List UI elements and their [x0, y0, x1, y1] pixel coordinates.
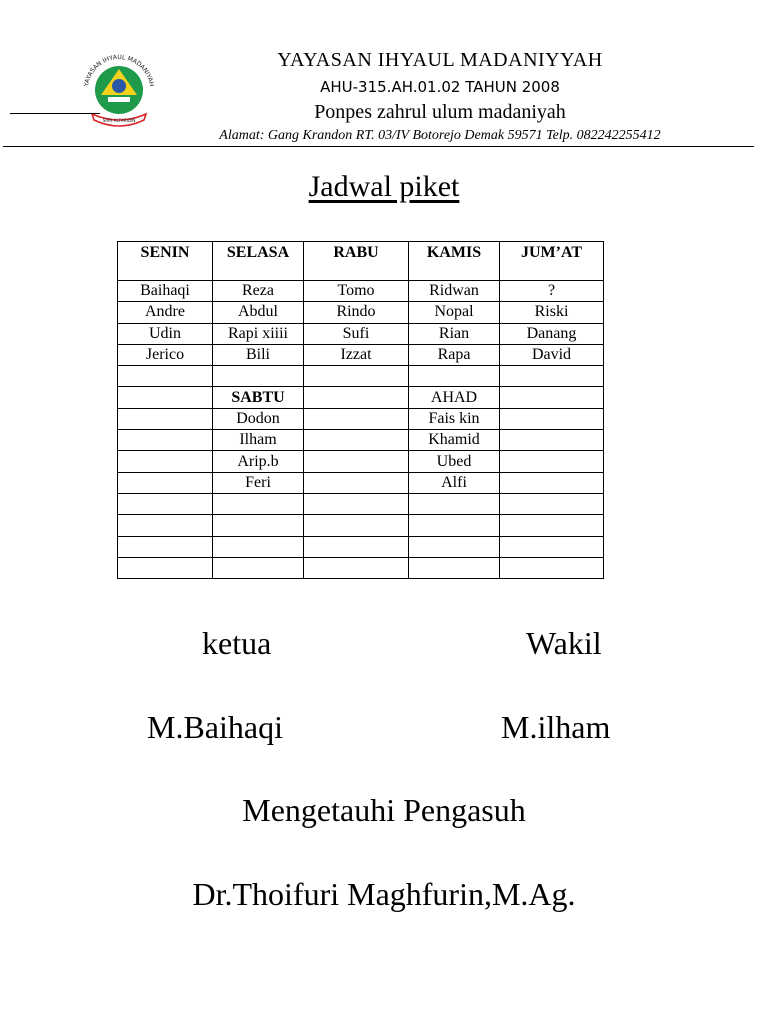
table-cell: Jerico: [118, 344, 213, 365]
table-cell: [304, 366, 409, 387]
table-cell: Sufi: [304, 323, 409, 344]
table-cell: [118, 451, 213, 472]
ketua-name: M.Baihaqi: [147, 709, 283, 745]
registration-number: AHU-315.AH.01.02 TAHUN 2008: [320, 78, 560, 96]
table-row: [118, 366, 604, 387]
table-cell: [304, 408, 409, 429]
table-cell: ?: [500, 281, 604, 302]
table-cell: [213, 493, 304, 514]
table-cell: Khamid: [409, 430, 500, 451]
table-row: [118, 536, 604, 557]
table-cell: Udin: [118, 323, 213, 344]
table-cell: [409, 515, 500, 536]
table-cell: [118, 472, 213, 493]
table-cell: Ubed: [409, 451, 500, 472]
table-row: [118, 302, 604, 323]
org-name: YAYASAN IHYAUL MADANIYYAH: [277, 49, 603, 71]
table-cell: [500, 451, 604, 472]
header-cell: SENIN: [118, 242, 213, 281]
duty-schedule-table: [117, 241, 604, 579]
table-cell: [409, 536, 500, 557]
table-cell: [500, 387, 604, 408]
wakil-name: M.ilham: [501, 709, 611, 745]
table-cell: [118, 557, 213, 578]
table-cell: [304, 472, 409, 493]
table-cell: [500, 536, 604, 557]
table-row: [118, 408, 604, 429]
table-cell: David: [500, 344, 604, 365]
table-cell: [213, 366, 304, 387]
left-decorative-rule: [10, 113, 100, 114]
table-cell: [500, 515, 604, 536]
table-cell: [213, 515, 304, 536]
school-name: Ponpes zahrul ulum madaniyah: [314, 101, 566, 123]
table-cell: [118, 408, 213, 429]
ketua-label: ketua: [202, 625, 272, 661]
table-cell: [213, 536, 304, 557]
table-cell: [409, 557, 500, 578]
table-row: [118, 323, 604, 344]
header-cell: JUM’AT: [500, 242, 604, 281]
table-cell: [500, 408, 604, 429]
table-cell: Rindo: [304, 302, 409, 323]
table-cell: [304, 387, 409, 408]
table-cell: [304, 493, 409, 514]
table-cell: Reza: [213, 281, 304, 302]
table-cell: Izzat: [304, 344, 409, 365]
header-divider: [3, 146, 754, 147]
table-cell: Alfi: [409, 472, 500, 493]
header-cell: RABU: [304, 242, 409, 281]
table-cell: [213, 557, 304, 578]
table-cell: [304, 515, 409, 536]
table-cell: [304, 536, 409, 557]
logo-ribbon-text: SIRR ALFARIDIN: [102, 118, 136, 123]
table-cell: Arip.b: [213, 451, 304, 472]
table-cell: [500, 557, 604, 578]
table-cell: [118, 387, 213, 408]
table-cell: [304, 430, 409, 451]
table-cell: [118, 536, 213, 557]
wakil-label: Wakil: [526, 625, 602, 661]
table-cell: Abdul: [213, 302, 304, 323]
table-row: [118, 281, 604, 302]
table-cell: Bili: [213, 344, 304, 365]
table-cell: [118, 366, 213, 387]
table-row: [118, 344, 604, 365]
table-cell: Fais kin: [409, 408, 500, 429]
table-cell: [500, 493, 604, 514]
table-cell: Riski: [500, 302, 604, 323]
table-cell: [304, 557, 409, 578]
table-row: [118, 472, 604, 493]
table-cell: Andre: [118, 302, 213, 323]
table-row: [118, 430, 604, 451]
acknowledge-label: Mengetauhi Pengasuh: [242, 792, 526, 828]
table-header-row: [118, 242, 604, 281]
address-line: Alamat: Gang Krandon RT. 03/IV Botorejo Demak 59571 Telp. 082242255412: [219, 128, 661, 143]
table-cell: [304, 451, 409, 472]
header-cell: KAMIS: [409, 242, 500, 281]
table-cell: [500, 366, 604, 387]
table-cell: [500, 430, 604, 451]
table-cell: Nopal: [409, 302, 500, 323]
table-cell: [409, 493, 500, 514]
table-cell: Rapa: [409, 344, 500, 365]
table-cell: Tomo: [304, 281, 409, 302]
table-row: [118, 557, 604, 578]
page-title: Jadwal piket: [308, 170, 460, 203]
table-cell: Baihaqi: [118, 281, 213, 302]
table-cell: [118, 515, 213, 536]
table-cell: Feri: [213, 472, 304, 493]
table-cell: AHAD: [409, 387, 500, 408]
table-cell: [118, 493, 213, 514]
table-cell: Rian: [409, 323, 500, 344]
foundation-logo: [78, 46, 160, 132]
table-row: [118, 493, 604, 514]
table-cell: Ilham: [213, 430, 304, 451]
table-row: [118, 387, 604, 408]
caretaker-name: Dr.Thoifuri Maghfurin,M.Ag.: [192, 876, 576, 912]
table-row: [118, 451, 604, 472]
table-cell: [409, 366, 500, 387]
table-cell: SABTU: [213, 387, 304, 408]
table-cell: Rapi xiiii: [213, 323, 304, 344]
table-cell: Dodon: [213, 408, 304, 429]
table-row: [118, 515, 604, 536]
table-cell: [118, 430, 213, 451]
header-cell: SELASA: [213, 242, 304, 281]
logo-ring-text: YAYASAN IHYAUL MADANIYAH: [83, 53, 155, 88]
table-cell: [500, 472, 604, 493]
table-cell: Danang: [500, 323, 604, 344]
table-cell: Ridwan: [409, 281, 500, 302]
